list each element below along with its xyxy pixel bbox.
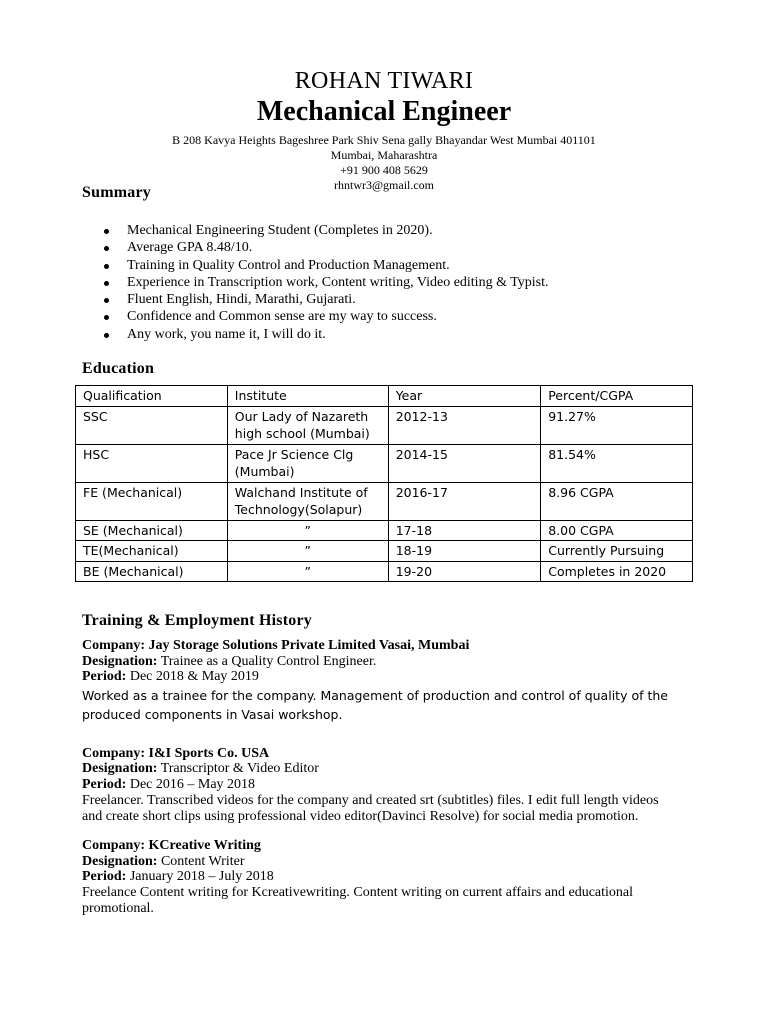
resume-header [0,66,768,193]
summary-heading: Summary [82,184,151,201]
job-period [82,869,682,885]
institute-cell: Our Lady of Nazareth high school (Mumbai) [227,406,388,444]
percent-cell: 8.00 CGPA [541,520,693,541]
period-label: Period: [82,669,127,685]
institute-cell: Pace Jr Science Clg (Mumbai) [227,444,388,482]
qualification-cell: SSC [76,406,228,444]
period-value: January 2018 – July 2018 [129,869,274,885]
summary-item: Any work, you name it, I will do it. [82,326,549,343]
job-designation [82,654,682,670]
period-value: Dec 2016 – May 2018 [129,776,256,792]
job-designation [82,761,682,777]
job-description: Freelancer. Transcribed videos for the company and created srt (subtitles) files. I edit full length videos and create short clips using professional video editor(Davinci Resolve) for social media promotion. [82,792,659,824]
summary-item: Experience in Transcription work, Content writing, Video editing & Typist. [82,274,549,291]
address-line-2: Mumbai, Maharashtra [330,148,438,162]
year-cell: 19-20 [388,561,541,582]
year-cell: 17-18 [388,520,541,541]
designation-label: Designation: [82,853,158,869]
email-address: rhntwr3@gmail.com [333,178,435,192]
table-row [76,520,693,541]
job-company [82,638,682,654]
job-description: Worked as a trainee for the company. Management of production and control of quality of the produced components in Vasai workshop. [82,687,668,722]
education-heading: Education [82,360,155,377]
address-line-1: B 208 Kavya Heights Bageshree Park Shiv Sena gally Bhayandar West Mumbai 401101 [172,133,596,147]
institute-cell: ” [227,561,388,582]
designation-value: Trainee as a Quality Control Engineer. [160,653,377,669]
year-cell: 2014-15 [388,444,541,482]
table-header-row [76,386,693,407]
table-row [76,406,693,444]
table-row [76,541,693,562]
designation-value: Transcriptor & Video Editor [160,761,319,777]
period-value: Dec 2018 & May 2019 [129,669,259,685]
job-entry [82,638,682,724]
period-label: Period: [82,776,127,792]
employment-heading: Training & Employment History [82,612,312,629]
company-name: KCreative Writing [148,837,261,853]
institute-cell: ” [227,520,388,541]
designation-label: Designation: [82,761,158,777]
summary-item: Training in Quality Control and Production Management. [82,257,549,274]
qualification-cell: SE (Mechanical) [76,520,228,541]
job-company [82,838,682,854]
summary-item: Fluent English, Hindi, Marathi, Gujarati. [82,291,549,308]
institute-cell: Walchand Institute of Technology(Solapur) [227,482,388,520]
job-entry [82,838,682,917]
percent-cell: 8.96 CGPA [541,482,693,520]
summary-item: Average GPA 8.48/10. [82,239,549,256]
column-header-qualification: Qualification [76,386,228,407]
percent-cell: 81.54% [541,444,693,482]
percent-cell: 91.27% [541,406,693,444]
job-entry [82,746,682,825]
qualification-cell: TE(Mechanical) [76,541,228,562]
qualification-cell: HSC [76,444,228,482]
percent-cell: Currently Pursuing [541,541,693,562]
designation-label: Designation: [82,653,158,669]
table-row [76,444,693,482]
qualification-cell: BE (Mechanical) [76,561,228,582]
employment-list [82,638,682,933]
job-designation [82,854,682,870]
institute-cell: ” [227,541,388,562]
summary-list [82,222,549,343]
table-row [76,561,693,582]
designation-value: Content Writer [160,853,245,869]
company-label: Company: [82,837,146,853]
candidate-role: Mechanical Engineer [256,96,512,127]
column-header-institute: Institute [227,386,388,407]
column-header-percent: Percent/CGPA [541,386,693,407]
job-description: Freelance Content writing for Kcreativewriting. Content writing on current affairs and educational promotional. [82,884,634,916]
summary-item: Mechanical Engineering Student (Completes in 2020). [82,222,549,239]
education-table [75,385,693,582]
percent-cell: Completes in 2020 [541,561,693,582]
company-label: Company: [82,638,146,653]
company-name: Jay Storage Solutions Private Limited Vasai, Mumbai [148,638,470,653]
column-header-year: Year [388,386,541,407]
job-period [82,777,682,793]
year-cell: 2016-17 [388,482,541,520]
qualification-cell: FE (Mechanical) [76,482,228,520]
table-row [76,482,693,520]
company-label: Company: [82,745,146,761]
job-period [82,669,682,685]
company-name: I&I Sports Co. USA [148,745,270,761]
year-cell: 2012-13 [388,406,541,444]
phone-number: +91 900 408 5629 [340,163,428,177]
period-label: Period: [82,869,127,885]
summary-item: Confidence and Common sense are my way to success. [82,308,549,325]
year-cell: 18-19 [388,541,541,562]
job-company [82,746,682,762]
candidate-name: ROHAN TIWARI [294,68,474,94]
